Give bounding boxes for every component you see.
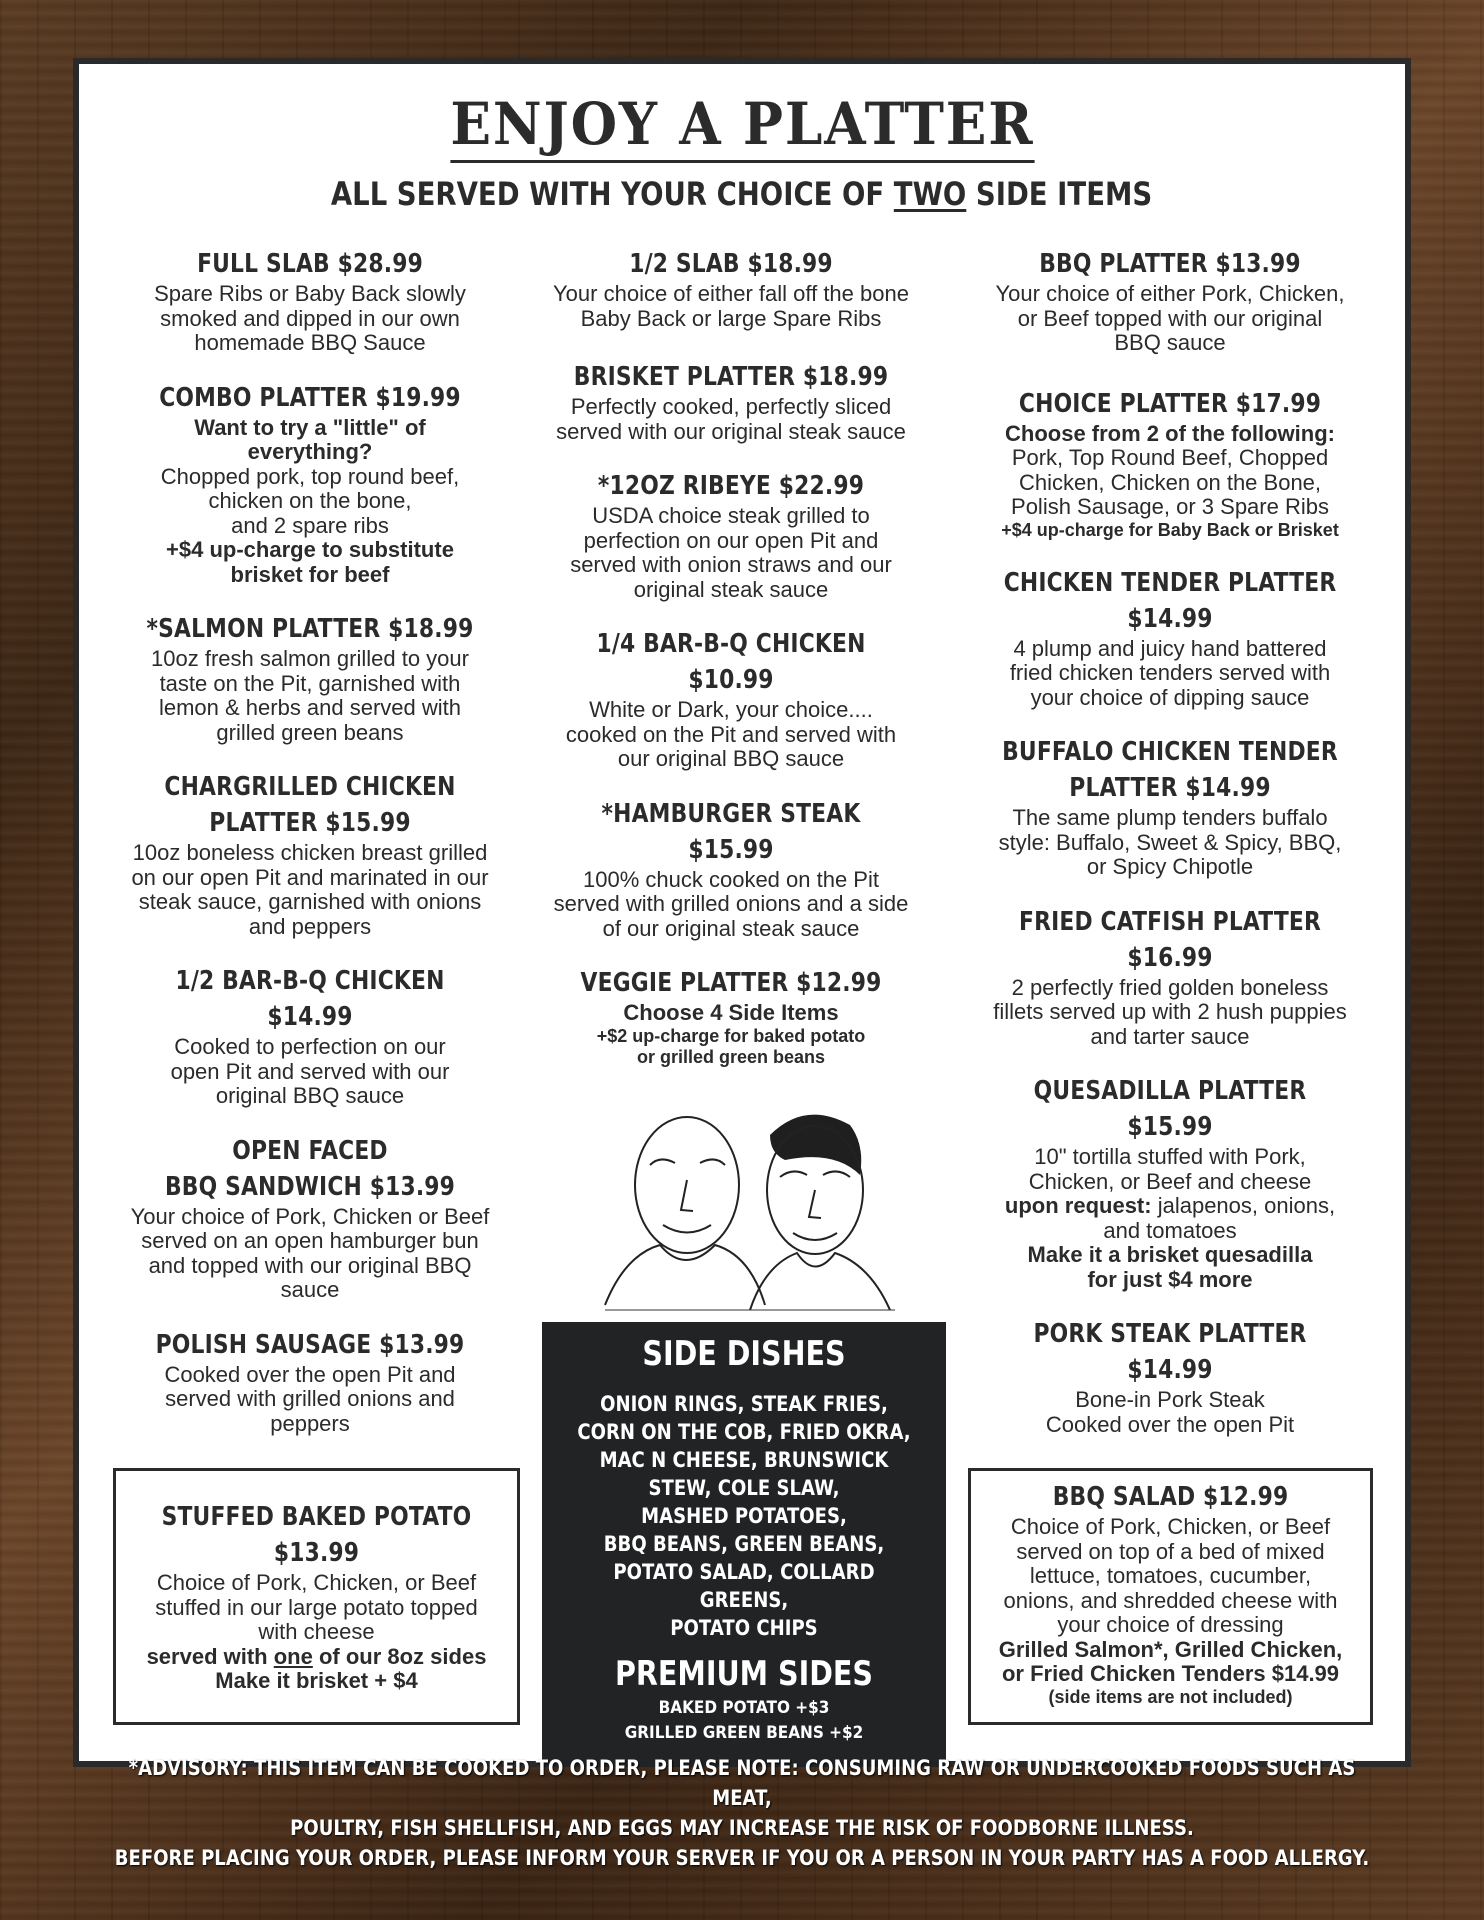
- item-text: 10" tortilla stuffed with Pork,: [1034, 1144, 1306, 1169]
- menu-item-pork-steak: [960, 1316, 1380, 1437]
- item-text: Cooked over the open Pit and: [164, 1361, 456, 1387]
- item-heading: PLATTER $15.99: [209, 808, 411, 838]
- item-text: White or Dark, your choice....: [589, 697, 873, 722]
- item-heading: FRIED CATFISH PLATTER $16.99: [1018, 906, 1322, 973]
- item-text: Your choice of Pork, Chicken or Beef: [130, 1203, 490, 1229]
- item-text: SIDE ITEMS: [966, 175, 1153, 213]
- item-heading: CHOICE PLATTER $17.99: [1018, 388, 1322, 419]
- item-text: Choose 4 Side Items: [623, 1000, 839, 1025]
- item-text: original BBQ sauce: [215, 1083, 405, 1108]
- item-text: GRILLED GREEN BEANS +$2: [624, 1723, 864, 1743]
- item-heading: FULL SLAB $28.99: [197, 249, 423, 279]
- item-text: onions, and shredded cheese with: [1003, 1587, 1338, 1613]
- item-text: lettuce, tomatoes, cucumber,: [1029, 1563, 1312, 1588]
- item-text: served on an open hamburger bun: [141, 1228, 479, 1253]
- menu-item-veggie-platter: [526, 965, 936, 1068]
- item-text: ONION RINGS, STEAK FRIES,: [600, 1392, 888, 1416]
- item-text: everything?: [247, 439, 373, 464]
- item-text: Cooked over the open Pit: [1045, 1411, 1295, 1437]
- item-heading: OPEN FACED: [232, 1135, 388, 1166]
- item-heading: CHICKEN TENDER PLATTER: [1003, 567, 1337, 598]
- item-text: Choose from 2 of the following:: [1005, 420, 1335, 446]
- menu-item-open-faced-sandwich: [100, 1133, 520, 1303]
- item-heading: $14.99: [1127, 603, 1213, 634]
- item-text: of our original steak sauce: [602, 915, 860, 941]
- item-text: your choice of dipping sauce: [1030, 684, 1310, 710]
- item-text: MASHED POTATOES,: [641, 1504, 847, 1528]
- item-text: 2 perfectly fried golden boneless: [1011, 974, 1329, 1000]
- menu-item-brisket-platter: [526, 359, 936, 444]
- menu-item-polish-sausage: [100, 1327, 520, 1437]
- item-heading: CHARGRILLED CHICKEN: [164, 772, 456, 802]
- item-text: CORN ON THE COB, FRIED OKRA,: [577, 1420, 911, 1444]
- item-heading: BBQ PLATTER $13.99: [1039, 249, 1301, 279]
- item-text: smoked and dipped in our own: [160, 305, 460, 331]
- item-text: homemade BBQ Sauce: [194, 330, 426, 355]
- item-text: fried chicken tenders served with: [1009, 660, 1331, 685]
- menu-item-chicken-tender-platter: [960, 565, 1380, 711]
- item-text: served with onion straws and our: [570, 552, 892, 577]
- item-heading: *12OZ RIBEYE $22.99: [597, 471, 865, 501]
- item-text: upon request:: [1004, 1193, 1152, 1218]
- owners-portrait-sketch: [565, 1105, 915, 1323]
- food-advisory-notice: [0, 1753, 1484, 1873]
- item-heading: COMBO PLATTER $19.99: [159, 382, 461, 413]
- item-heading: 1/2 BAR-B-Q CHICKEN $14.99: [175, 966, 445, 1032]
- item-heading: $13.99: [273, 1538, 360, 1568]
- item-text: Bone-in Pork Steak: [1075, 1387, 1265, 1412]
- item-text: and topped with our original BBQ: [148, 1252, 472, 1278]
- item-text: or grilled green beans: [636, 1046, 826, 1067]
- item-heading: BBQ SALAD $12.99: [1052, 1482, 1289, 1512]
- item-text: TWO: [894, 175, 967, 213]
- menu-item-hamburger-steak: [526, 796, 936, 942]
- item-text: lemon & herbs and served with: [158, 695, 462, 720]
- item-text: POULTRY, FISH SHELLFISH, AND EGGS MAY INCREASE THE RISK OF FOODBORNE ILLNESS.: [290, 1816, 1194, 1840]
- page-subtitle: [0, 174, 1484, 214]
- menu-item-combo-platter: [100, 380, 520, 588]
- item-text: jalapenos, onions,: [1151, 1193, 1336, 1218]
- menu-item-salmon-platter: [100, 611, 520, 745]
- menu-column-right: [960, 246, 1380, 1461]
- item-text: [960, 1194, 1380, 1219]
- item-text: fillets served up with 2 hush puppies: [993, 999, 1347, 1024]
- item-text: served with grilled onions and a side: [553, 891, 909, 916]
- premium-sides-list: [562, 1696, 926, 1746]
- item-text: Make it a brisket quesadilla: [1027, 1242, 1313, 1267]
- item-text: STEW, COLE SLAW,: [648, 1476, 840, 1500]
- item-text: Chicken, Chicken on the Bone,: [1018, 469, 1322, 495]
- item-text: Chicken, or Beef and cheese: [1028, 1168, 1312, 1194]
- item-text: for just $4 more: [1087, 1266, 1253, 1292]
- item-text: peppers: [270, 1410, 350, 1436]
- menu-item-ribeye: [526, 468, 936, 602]
- item-text: +$4 up-charge to substitute: [166, 537, 454, 562]
- item-text: and peppers: [248, 913, 372, 939]
- item-text: BAKED POTATO +$3: [658, 1698, 830, 1718]
- item-text: open Pit and served with our: [170, 1058, 450, 1084]
- item-text: Perfectly cooked, perfectly sliced: [570, 394, 892, 419]
- item-text: and 2 spare ribs: [231, 512, 389, 538]
- side-dishes-list: [570, 1390, 917, 1642]
- item-text: Baby Back or large Spare Ribs: [580, 305, 882, 331]
- item-text: steak sauce, garnished with onions: [138, 889, 482, 914]
- item-heading: PLATTER $14.99: [1069, 773, 1271, 803]
- menu-item-bbq-platter: [960, 246, 1380, 356]
- menu-column-left: [100, 246, 520, 1460]
- menu-item-choice-platter: [960, 386, 1380, 541]
- item-heading: BRISKET PLATTER $18.99: [573, 362, 889, 392]
- item-text: Cooked to perfection on our: [174, 1034, 446, 1059]
- item-text: ENJOY A PLATTER: [450, 90, 1034, 163]
- menu-item-chargrilled-chicken: [100, 769, 520, 939]
- item-text: ALL SERVED WITH YOUR CHOICE OF: [331, 175, 895, 213]
- item-text: and tarter sauce: [1090, 1023, 1250, 1049]
- item-text: served with grilled onions and: [165, 1386, 455, 1411]
- item-text: Choice of Pork, Chicken, or Beef: [1010, 1514, 1331, 1539]
- item-text: 10oz fresh salmon grilled to your: [151, 646, 469, 671]
- item-text: [116, 1645, 517, 1670]
- item-text: Chopped pork, top round beef,: [160, 463, 460, 489]
- item-text: BBQ BEANS, GREEN BEANS,: [603, 1532, 885, 1556]
- item-text: Pork, Top Round Beef, Chopped: [1011, 445, 1329, 470]
- item-text: Your choice of either fall off the bone: [553, 281, 909, 306]
- item-text: 100% chuck cooked on the Pit: [583, 866, 879, 892]
- item-text: 10oz boneless chicken breast grilled: [132, 840, 488, 865]
- stuffed-baked-potato-box: [113, 1468, 520, 1725]
- item-text: one: [273, 1643, 313, 1669]
- item-text: 4 plump and juicy hand battered: [1013, 635, 1327, 661]
- menu-item-half-slab: [526, 246, 936, 331]
- menu-item-fried-catfish: [960, 904, 1380, 1050]
- item-heading: BBQ SANDWICH $13.99: [164, 1171, 456, 1202]
- menu-item-half-bbq-chicken: [100, 963, 520, 1109]
- item-text: Grilled Salmon*, Grilled Chicken,: [998, 1636, 1343, 1662]
- item-text: Your choice of either Pork, Chicken,: [995, 281, 1345, 306]
- item-text: POTATO CHIPS: [670, 1616, 818, 1640]
- item-text: Polish Sausage, or 3 Spare Ribs: [1011, 494, 1329, 519]
- item-text: or Fried Chicken Tenders $14.99: [1001, 1661, 1340, 1686]
- item-text: Choice of Pork, Chicken, or Beef: [156, 1570, 477, 1595]
- item-text: your choice of dressing: [1057, 1612, 1284, 1637]
- item-text: *ADVISORY: THIS ITEM CAN BE COOKED TO ORDER, PLEASE NOTE: CONSUMING RAW OR UNDERCOOKED FOODS SUCH AS MEAT,: [128, 1756, 1356, 1810]
- item-text: with cheese: [258, 1619, 375, 1644]
- item-text: our original BBQ sauce: [617, 746, 845, 771]
- bbq-salad-box: [968, 1468, 1373, 1725]
- item-text: perfection on our open Pit and: [583, 527, 879, 553]
- menu-item-full-slab: [100, 246, 520, 356]
- item-text: of our 8oz sides: [312, 1643, 487, 1669]
- item-heading: PREMIUM SIDES: [614, 1654, 874, 1694]
- item-heading: PORK STEAK PLATTER $14.99: [1033, 1319, 1307, 1385]
- menu-item-buffalo-tender-platter: [960, 734, 1380, 880]
- item-text: taste on the Pit, garnished with: [159, 670, 461, 696]
- item-text: on our open Pit and marinated in our: [131, 864, 489, 890]
- item-text: grilled green beans: [216, 719, 404, 745]
- item-text: style: Buffalo, Sweet & Spicy, BBQ,: [998, 829, 1342, 855]
- item-text: MAC N CHEESE, BRUNSWICK: [599, 1448, 889, 1472]
- item-heading: SIDE DISHES: [642, 1334, 846, 1374]
- item-text: sauce: [280, 1277, 340, 1302]
- item-heading: *HAMBURGER STEAK $15.99: [601, 798, 861, 865]
- item-text: or Beef topped with our original: [1017, 305, 1323, 331]
- item-text: Spare Ribs or Baby Back slowly: [154, 281, 466, 306]
- item-heading: *SALMON PLATTER $18.99: [146, 614, 474, 644]
- item-heading: 1/4 BAR-B-Q CHICKEN $10.99: [596, 629, 866, 695]
- item-text: (side items are not included): [1048, 1686, 1293, 1707]
- item-text: or Spicy Chipotle: [1086, 854, 1254, 879]
- menu-column-middle: [526, 246, 936, 1092]
- item-text: +$4 up-charge for Baby Back or Brisket: [1001, 519, 1339, 540]
- item-heading: 1/2 SLAB $18.99: [629, 249, 833, 279]
- page-title: [0, 90, 1484, 163]
- item-text: +$2 up-charge for baked potato: [596, 1025, 866, 1046]
- item-text: stuffed in our large potato topped: [155, 1594, 478, 1620]
- item-text: POTATO SALAD, COLLARD GREENS,: [613, 1560, 875, 1612]
- item-text: BBQ sauce: [1114, 330, 1226, 355]
- item-text: The same plump tenders buffalo: [1012, 805, 1328, 830]
- item-text: Make it brisket + $4: [215, 1668, 418, 1693]
- side-dishes-panel: [542, 1322, 946, 1767]
- item-heading: POLISH SAUSAGE $13.99: [155, 1329, 465, 1360]
- item-text: served with our original steak sauce: [556, 418, 906, 444]
- item-text: cooked on the Pit and served with: [565, 721, 897, 747]
- item-heading: QUESADILLA PLATTER $15.99: [1033, 1076, 1307, 1142]
- item-heading: VEGGIE PLATTER $12.99: [580, 968, 882, 998]
- item-text: and tomatoes: [1103, 1217, 1237, 1243]
- menu-item-quarter-bbq-chicken: [526, 626, 936, 772]
- item-heading: STUFFED BAKED POTATO: [161, 1502, 472, 1532]
- menu-item-quesadilla: [960, 1073, 1380, 1292]
- item-text: original steak sauce: [633, 576, 829, 602]
- item-heading: BUFFALO CHICKEN TENDER: [1002, 737, 1338, 767]
- item-text: served with: [146, 1643, 274, 1669]
- item-text: BEFORE PLACING YOUR ORDER, PLEASE INFORM YOUR SERVER IF YOU OR A PERSON IN YOUR PARTY HAS A FOOD ALLERGY.: [114, 1846, 1370, 1870]
- item-text: USDA choice steak grilled to: [592, 503, 870, 528]
- item-text: served on top of a bed of mixed: [1016, 1538, 1325, 1564]
- item-text: chicken on the bone,: [208, 488, 412, 513]
- item-text: brisket for beef: [230, 561, 390, 587]
- item-text: Want to try a "little" of: [194, 414, 426, 440]
